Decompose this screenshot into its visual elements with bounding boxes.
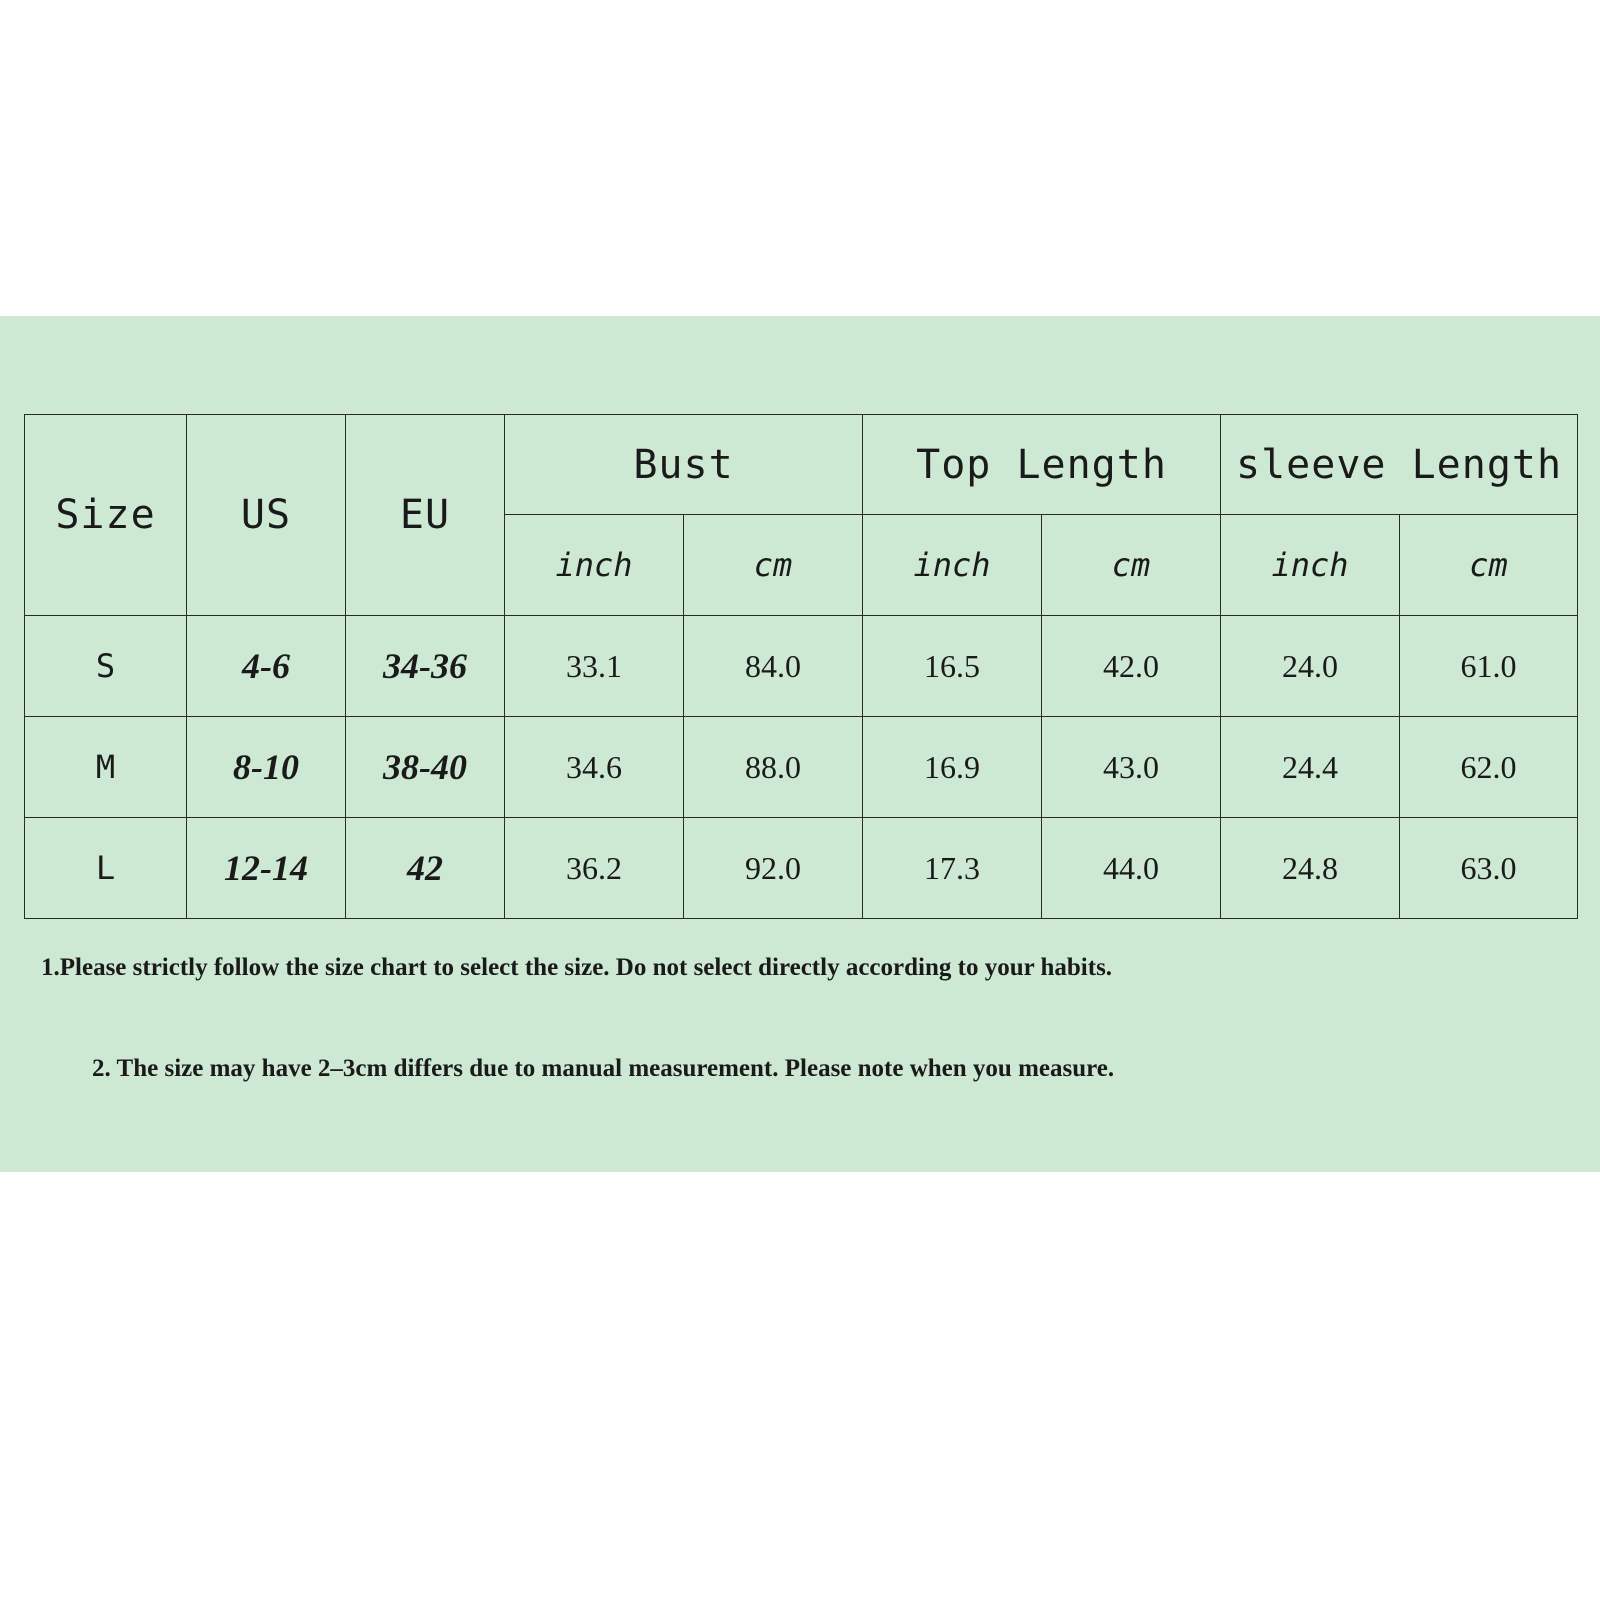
note-2: 2. The size may have 2–3cm differs due to manual measurement. Please note when you measure. [92, 1055, 1115, 1082]
table-row [25, 717, 1578, 818]
us-cell: 4-6 [187, 616, 346, 717]
size-cell: L [25, 818, 187, 919]
eu-cell: 42 [346, 818, 505, 919]
eu-cell: 34-36 [346, 616, 505, 717]
note-1: 1.Please strictly follow the size chart to select the size. Do not select directly according to your habits. [41, 954, 1113, 981]
us-cell: 8-10 [187, 717, 346, 818]
top-inch-cell: 17.3 [863, 818, 1042, 919]
top-cm-cell: 44.0 [1042, 818, 1221, 919]
header-size: Size [25, 415, 187, 616]
size-cell: M [25, 717, 187, 818]
header-top-length: Top Length [863, 415, 1221, 515]
header-us: US [187, 415, 346, 616]
unit-bust-cm: cm [684, 515, 863, 616]
sleeve-inch-cell: 24.4 [1221, 717, 1400, 818]
sleeve-inch-cell: 24.0 [1221, 616, 1400, 717]
unit-bust-inch: inch [505, 515, 684, 616]
table-row [25, 818, 1578, 919]
table-row [25, 616, 1578, 717]
top-cm-cell: 43.0 [1042, 717, 1221, 818]
top-cm-cell: 42.0 [1042, 616, 1221, 717]
sleeve-cm-cell: 63.0 [1400, 818, 1578, 919]
header-bust: Bust [505, 415, 863, 515]
unit-top-inch: inch [863, 515, 1042, 616]
size-cell: S [25, 616, 187, 717]
size-chart-panel [0, 316, 1600, 1172]
eu-cell: 38-40 [346, 717, 505, 818]
bust-inch-cell: 33.1 [505, 616, 684, 717]
sleeve-cm-cell: 61.0 [1400, 616, 1578, 717]
sleeve-cm-cell: 62.0 [1400, 717, 1578, 818]
bust-inch-cell: 34.6 [505, 717, 684, 818]
bust-cm-cell: 84.0 [684, 616, 863, 717]
size-chart-table [24, 414, 1578, 919]
bust-cm-cell: 92.0 [684, 818, 863, 919]
header-sleeve-length: sleeve Length [1221, 415, 1578, 515]
unit-sleeve-inch: inch [1221, 515, 1400, 616]
header-eu: EU [346, 415, 505, 616]
header-row [25, 415, 1578, 515]
bust-inch-cell: 36.2 [505, 818, 684, 919]
sleeve-inch-cell: 24.8 [1221, 818, 1400, 919]
bust-cm-cell: 88.0 [684, 717, 863, 818]
unit-sleeve-cm: cm [1400, 515, 1578, 616]
unit-top-cm: cm [1042, 515, 1221, 616]
top-inch-cell: 16.5 [863, 616, 1042, 717]
us-cell: 12-14 [187, 818, 346, 919]
top-inch-cell: 16.9 [863, 717, 1042, 818]
